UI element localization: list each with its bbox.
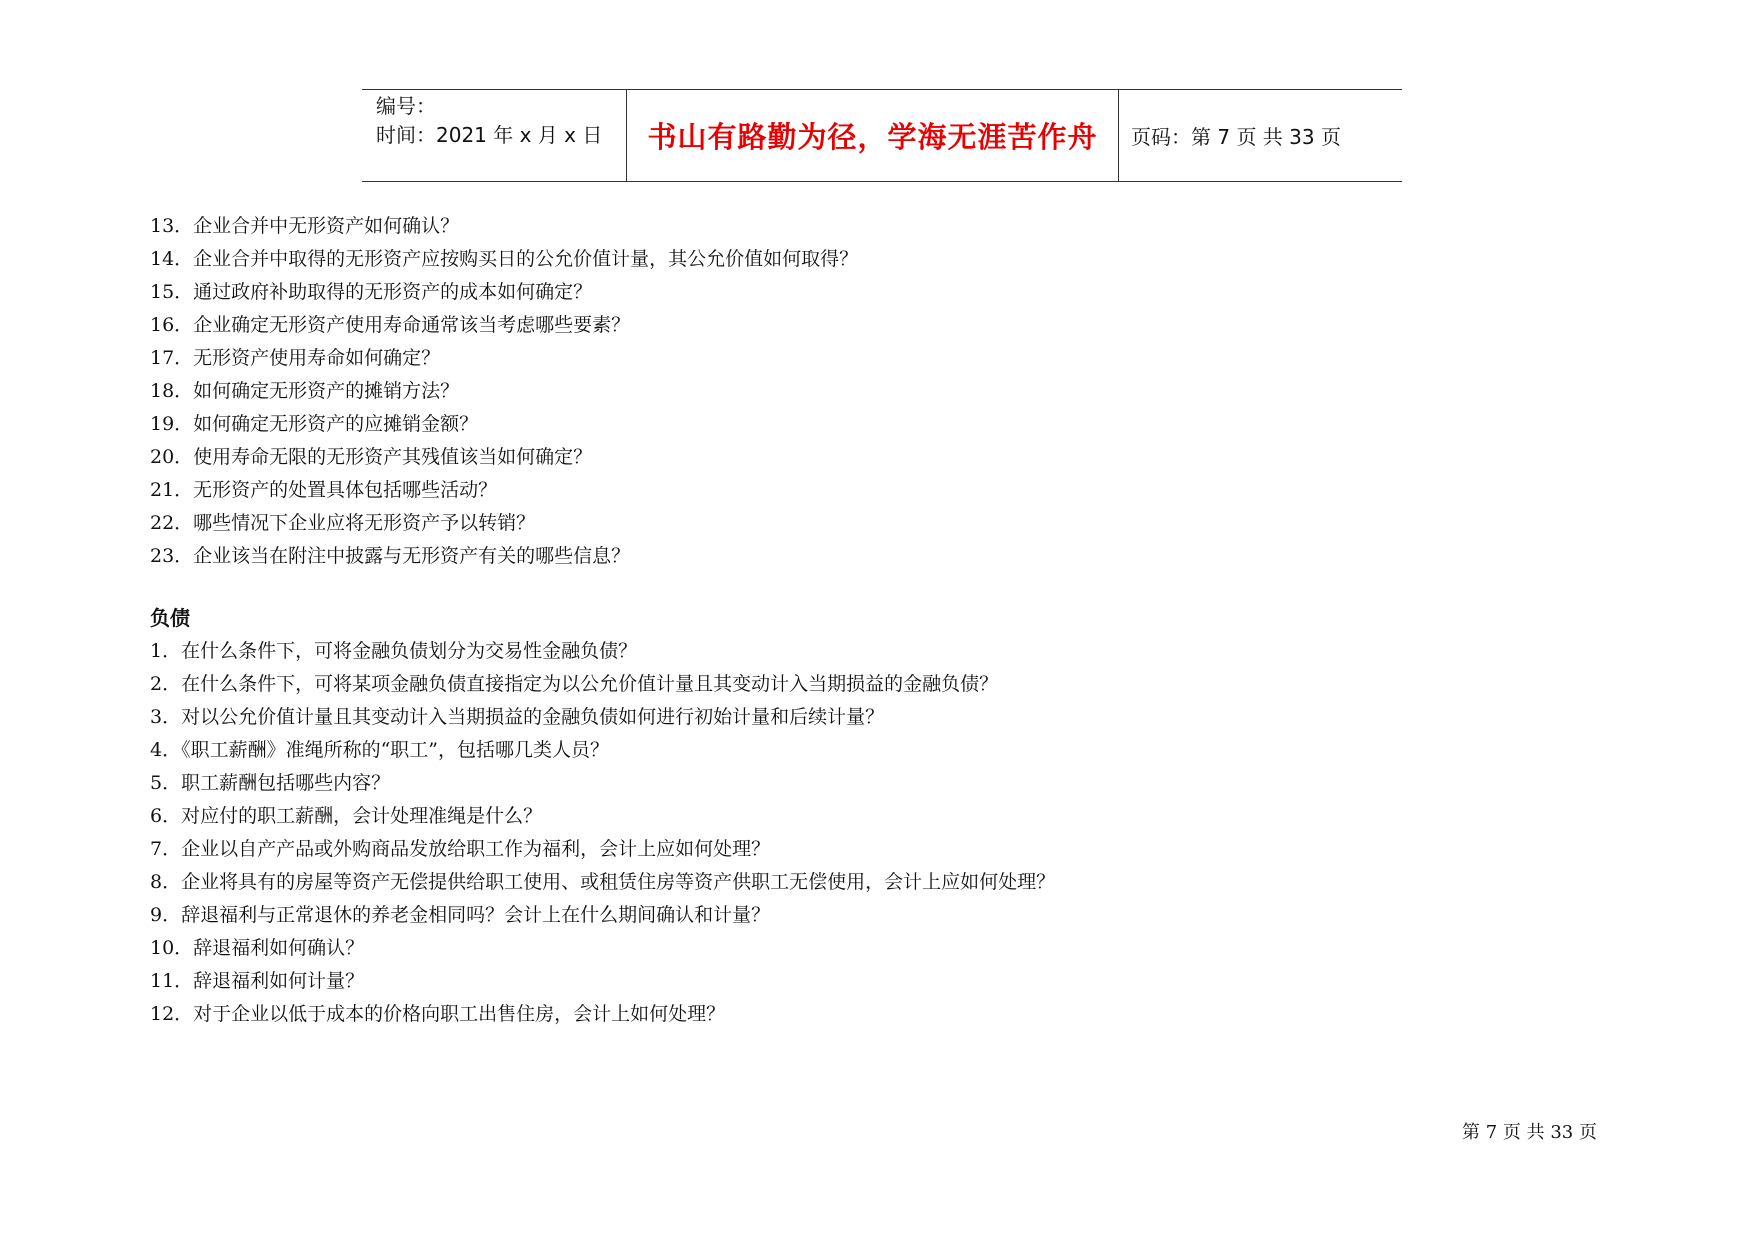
page-label: 页码：第 7 页 共 33 页 [1131,125,1341,149]
question-item: 20．使用寿命无限的无形资产其残值该当如何确定？ [150,446,593,468]
question-item: 12．对于企业以低于成本的价格向职工出售住房，会计上如何处理？ [150,1003,726,1025]
question-item: 6．对应付的职工薪酬，会计处理准绳是什么？ [150,805,543,827]
header-page-cell [1119,90,1402,181]
question-item: 9．辞退福利与正常退休的养老金相同吗？会计上在什么期间确认和计量？ [150,904,771,926]
question-item: 16．企业确定无形资产使用寿命通常该当考虑哪些要素？ [150,314,631,336]
question-item: 18．如何确定无形资产的摊销方法？ [150,380,460,402]
date-label: 时间：2021 年 x 月 x 日 [376,123,603,147]
question-item: 19．如何确定无形资产的应摊销金额？ [150,413,479,435]
motto: 书山有路勤为径，学海无涯苦作舟 [647,120,1098,154]
header-left-cell [362,90,627,181]
question-item: 21．无形资产的处置具体包括哪些活动？ [150,479,498,501]
question-item: 1．在什么条件下，可将金融负债划分为交易性金融负债？ [150,640,638,662]
question-item: 10．辞退福利如何确认？ [150,937,365,959]
document-header [362,89,1402,182]
document-body [150,210,1450,1031]
question-item: 11．辞退福利如何计量？ [150,970,365,992]
question-item: 22．哪些情况下企业应将无形资产予以转销？ [150,512,536,534]
question-item: 4．《职工薪酬》准绳所称的“职工”，包括哪几类人员？ [150,739,610,761]
question-item: 2．在什么条件下，可将某项金融负债直接指定为以公允价值计量且其变动计入当期损益的金融负债？ [150,673,999,695]
question-item: 13．企业合并中无形资产如何确认？ [150,215,460,237]
header-motto-cell [627,90,1119,181]
question-item: 23．企业该当在附注中披露与无形资产有关的哪些信息？ [150,545,631,567]
number-label: 编号： [376,94,436,118]
question-item: 3．对以公允价值计量且其变动计入当期损益的金融负债如何进行初始计量和后续计量？ [150,706,885,728]
page-footer: 第 7 页 共 33 页 [1462,1122,1597,1143]
question-item: 14．企业合并中取得的无形资产应按购买日的公允价值计量，其公允价值如何取得？ [150,248,859,270]
question-item: 7．企业以自产产品或外购商品发放给职工作为福利，会计上应如何处理？ [150,838,771,860]
question-item: 17．无形资产使用寿命如何确定？ [150,347,441,369]
question-item: 5．职工薪酬包括哪些内容？ [150,772,391,794]
question-item: 15．通过政府补助取得的无形资产的成本如何确定？ [150,281,593,303]
section-title-liabilities: 负债 [150,606,190,630]
question-item: 8．企业将具有的房屋等资产无偿提供给职工使用、或租赁住房等资产供职工无偿使用，会计上应如何处理？ [150,871,1056,893]
